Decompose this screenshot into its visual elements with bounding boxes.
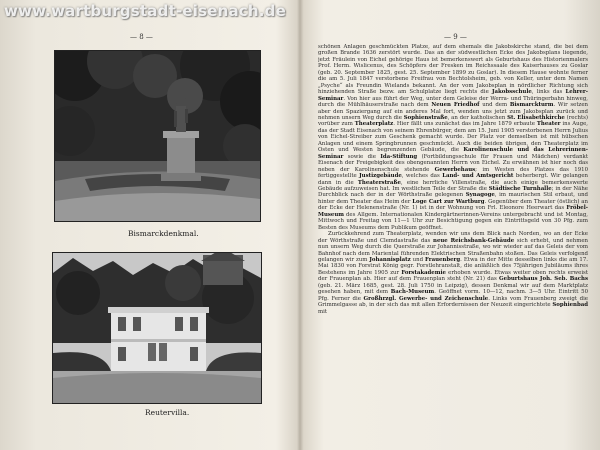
text-run: , im maurischen Stil erbaut, und hinter dem Theater das Heim der [318,192,588,205]
text-run: . Hier fällt uns zunächst das im Jahre 1879 erbaute [393,121,537,128]
text-run: . Wir setzen aber den Spaziergang auf ein anderes Mal fort, wenden uns jetzt zum Jakobsplan zurück und nehmen unsern Weg durch die [318,102,588,121]
bold-term: Theaterstraße [357,179,401,186]
text-run: sowie die [343,153,381,160]
bold-term: Land- und Amtsgericht [442,173,514,180]
text-run: Zurückkehrend zum Theaterplatz, wenden wir uns dem Blick nach Norden, wo an der Ecke der Wörthstraße und Clemdastraße das [318,231,588,244]
bold-term: Bismarckturm [509,102,554,109]
text-run: . Von hier aus führt der Weg, unter dem Geleise der Werra- und Thüringerbahn hinweg, durch die Mühlhäuserstraße nach dem [318,95,588,109]
text-run: ; in der Nähe Durchblick nach der in der Wörthstraße gelegenen [318,185,588,199]
text-run: . Gegenüber dem Theater (östlich) an der Ecke der Helenenstraße (Nr. 1) ist in der Wohnung von Frl. Eleonore Heerwart das [318,198,588,212]
page-number-left: — 8 — [130,33,153,41]
bold-term: Fröbel-Museum [318,205,588,218]
bold-term: St. Elisabethkirche [507,114,565,121]
bold-term: Johannisplatz [369,256,411,263]
right-page-text [318,44,588,444]
bold-term: Loge Cart zur Wartburg [412,198,485,205]
bold-term: Ida-Stiftung [380,153,418,160]
watermark: www.wartburgstadt-eisenach.de [4,2,286,20]
bold-term: Theaterplatz [354,121,394,128]
bold-term: Synagoge [465,192,495,199]
photo-reuter-villa [52,252,262,404]
text-run: mit [318,308,328,315]
text-run: (Fortbildungsschule für Frauen und Mädchen) verdankt Eisenach der Freigebigkeit des obengenannten Herrn von Eichel. Zu erwähnen ist hier noch das neben der Karolinenschule stehende [318,153,588,173]
text-run: beherbergt. Wir gelangen dann in die [318,173,588,186]
bold-term: Sophienstraße [403,114,448,121]
text-run: erhoben wurde. Etwas weiter oben rechts erweist der Frauenplan ab. Hier auf dem Frauenplan steht (Nr. 21) das [318,269,588,283]
text-run: ; im Westen des Platzes das 1910 fertiggestellte [318,166,588,180]
photo-caption-bismarck: Bismarckdenkmal. [128,229,199,238]
bold-term: Frauenberg [425,256,461,263]
bold-term: Geburtshaus Joh. Seb. Bachs [499,276,588,283]
bold-term: Karolinenschule und das Lehrerinnen-Seminar [318,147,588,160]
text-run: schönen Anlagen geschmückten Platze, auf dem ehemals die Jakobskirche stand, die bei dem großen Brande 1636 zerstört wurde. Das an der südwestlichen Ecke des Jakobsplans liegende, jetzt Fräulein von Eichel gehörige Haus ist bemerkenswert als Geburtshaus des Historienmalers Prof. Herm. Wislicenus, des Schöpfers der Fresken im Reichssaale des Kaiserhauses zu Goslar (geb. 20. September 1825, gest. 25. September 1899 zu Goslar). In diesem Hause wohnte ferner die am 5. Juli 1847 verstorbene Freifrau von Bechtolsheim, geb. von Keller, unter dem Namen „Psyche“ als Freundin Wielands bekannt. An der vom Jakobsplan in nördlicher Richtung sich hinziehenden Straße bezw. am Schulplatze liegt rechts die [318,44,588,96]
body-paragraph [318,44,588,231]
text-run: , an der katholischen [447,114,508,121]
bold-term: Bach-Museum [390,289,435,296]
bold-term: Theater [536,121,561,128]
text-run: (geb. 21. März 1685, gest. 28. Juli 1750 in Leipzig), dessen Denkmal wir auf dem Marktplatz gesehen haben, mit dem [318,282,588,296]
bold-term: Sophienbad [552,302,588,309]
photo-caption-reutervilla: Reutervilla. [145,408,190,417]
text-run: des Allgem. Internationalen Kindergärtnerinnen-Vereins untergebracht und ist Montag, Mittwoch und Freitag von 11—1 Uhr zur Besichtigung gegen ein Eintrittsgeld von 30 Pfg. zum Besten des Museums dem Publikum geöffnet. [318,211,588,231]
bold-term: Justizgebäude [359,173,402,180]
text-run: , welches das [401,173,443,180]
bold-term: Gewerbehaus [434,166,476,173]
text-run: und [410,256,426,263]
text-run: (rechts) vorüber zum [318,114,588,128]
text-run: , links das [531,89,566,96]
text-run: . Links vom Frauenberg zweigt die Grimmelgasse ab, in der sich das mit allen Erfordernissen der Neuzeit eingerichtete [318,295,588,309]
text-run: . Etwa in der Mitte desselben links die am 17. Mai 1830 von Forstrat König gegr. Forstlehranstalt, die anläßlich des 75jährigen Jubiläums ihres Bestehens im Jahre 1905 zur [318,256,588,276]
bold-term: Forstakademie [401,269,446,276]
bold-term: Lehrer-Seminar [318,89,588,102]
bold-term: Städtische Turnhalle [488,185,552,192]
text-run: sich erhebt, und nehmen nun unsern Weg durch die Querstraße zur Johannisstraße, wo wir wieder auf das Geleis der vom Bahnhof nach dem Mariental führenden Elektrischen Straßenbahn stoßen. Das Geleis verfolgend gelangen wir zum [318,237,588,263]
text-run: und dem [479,102,510,109]
bold-term: Neuen Friedhof [431,102,480,109]
text-run: ins Auge, das der Stadt Eisenach von seinem Ehrenbürger, dem am 15. Juni 1905 verstorbenen Herrn Julius von Eichel-Streiber zum Geschenk gemacht wurde. Der Platz vor demselben ist mit hübschen Anlagen und einem Springbrunnen geschmückt. Auch die beiden übrigen, den Theaterplatz im Osten und Westen begrenzenden Gebäude, die [318,121,588,154]
text-run: , eine herrliche Villenstraße, die auch einige bemerkenswerte Gebäude aufzuweisen hat. Im westlichen Teile der Straße die [318,179,588,192]
photo-bismarck-monument [54,50,261,222]
text-run: . Geöffnet vorm. 10—12, nachm. 3—5 Uhr. Eintritt 50 Pfg. Ferner die [318,289,588,302]
page-number-right: — 9 — [444,33,467,41]
bold-term: Großhrzgl. Gewerbe- und Zeichenschule [363,295,489,302]
bold-term: neue Reichsbank-Gebäude [433,237,515,244]
body-paragraph [318,231,588,315]
bold-term: Jakobsschule [491,89,532,96]
